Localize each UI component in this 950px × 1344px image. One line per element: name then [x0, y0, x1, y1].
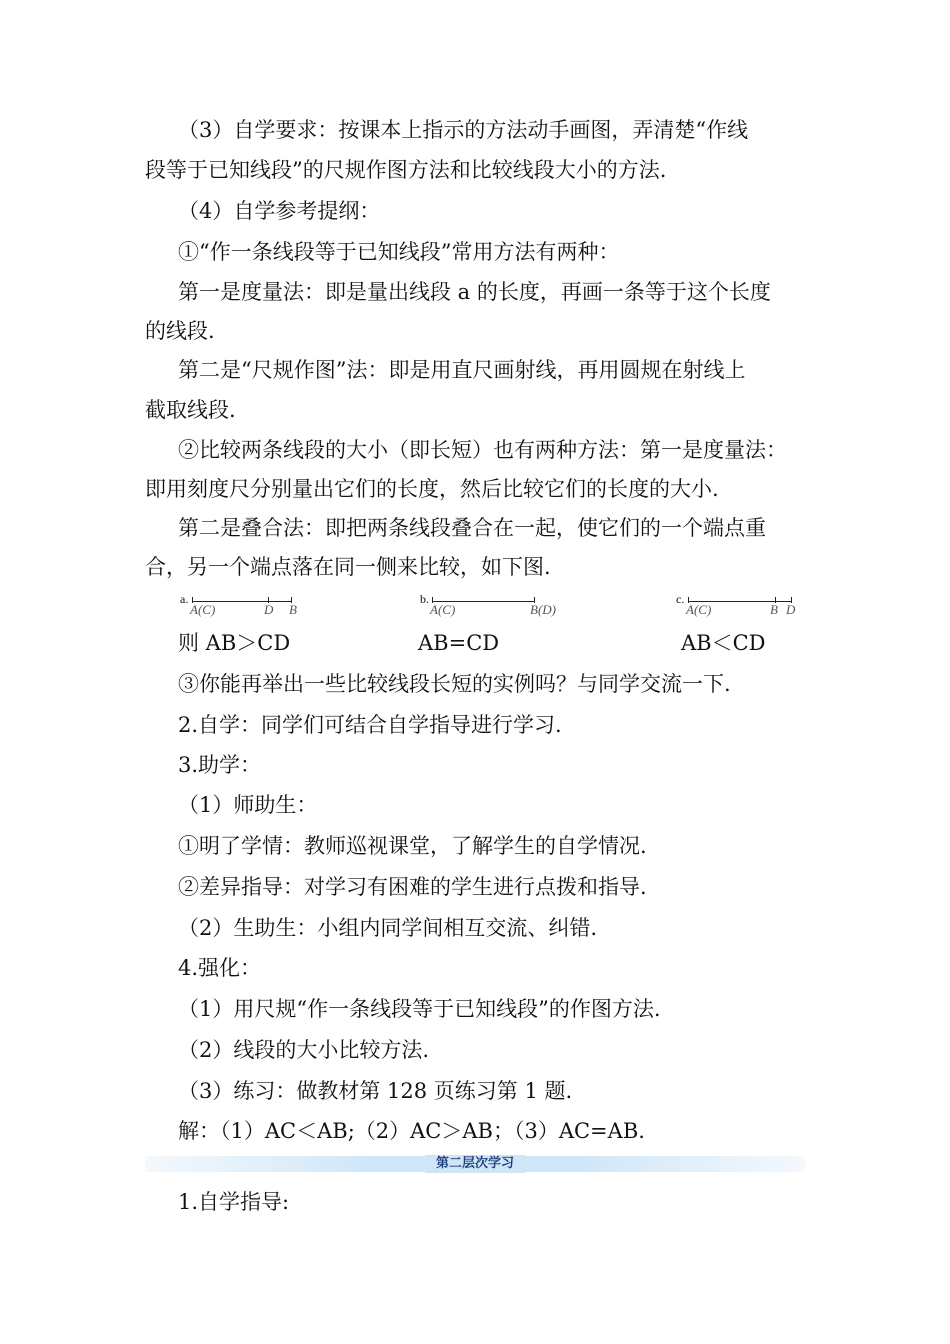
paragraph-line: （4）自学参考提纲： [178, 199, 381, 223]
point-label: B(D) [530, 602, 556, 617]
section-banner [145, 1156, 805, 1172]
figure-tag: b. [420, 592, 429, 606]
paragraph-line: （2）生助生：小组内同学间相互交流、纠错. [178, 916, 598, 940]
paragraph-line: （3）自学要求：按课本上指示的方法动手画图，弄清楚“作线 [178, 118, 749, 142]
figure-caption: AB=CD [418, 631, 500, 655]
segment-figure-b [420, 592, 570, 622]
paragraph-line: 截取线段. [145, 398, 236, 422]
paragraph-line: 段等于已知线段”的尺规作图方法和比较线段大小的方法. [145, 158, 667, 182]
paragraph-line: 合，另一个端点落在同一侧来比较，如下图. [145, 555, 551, 579]
paragraph-line: 4.强化： [178, 956, 262, 980]
segment-figure-c [676, 592, 806, 622]
paragraph-line: （1）师助生： [178, 793, 318, 817]
point-label: A(C) [686, 602, 712, 617]
paragraph-line: （1）用尺规“作一条线段等于已知线段”的作图方法. [178, 997, 661, 1021]
paragraph-line: （2）线段的大小比较方法. [178, 1038, 430, 1062]
point-label: D [786, 602, 796, 617]
point-label: B [770, 602, 778, 617]
paragraph-line: ②比较两条线段的大小（即长短）也有两种方法：第一是度量法： [178, 438, 787, 462]
point-label: D [264, 602, 274, 617]
figure-tag: a. [180, 592, 189, 606]
point-label: A(C) [190, 602, 216, 617]
point-label: B [289, 602, 297, 617]
segment-figure-a [180, 592, 310, 622]
figure-tag: c. [676, 592, 685, 606]
paragraph-line: ①“作一条线段等于已知线段”常用方法有两种： [178, 240, 620, 264]
section-banner-label: 第二层次学习 [425, 1155, 525, 1173]
paragraph-line: （3）练习：做教材第 128 页练习第 1 题. [178, 1079, 573, 1103]
paragraph-line: 即用刻度尺分别量出它们的长度，然后比较它们的长度的大小. [145, 477, 719, 501]
paragraph-line: 2.自学：同学们可结合自学指导进行学习. [178, 713, 562, 737]
point-label: A(C) [430, 602, 456, 617]
figure-caption: AB＜CD [681, 631, 766, 655]
paragraph-line: ①明了学情：教师巡视课堂，了解学生的自学情况. [178, 834, 647, 858]
paragraph-line: 解：（1）AC＜AB;（2）AC＞AB；（3）AC=AB. [178, 1119, 645, 1143]
paragraph-line: 第二是叠合法：即把两条线段叠合在一起，使它们的一个端点重 [178, 516, 766, 540]
paragraph-line: 3.助学： [178, 753, 262, 777]
paragraph-line: ③你能再举出一些比较线段长短的实例吗？与同学交流一下. [178, 672, 731, 696]
paragraph-line: 第二是“尺规作图”法：即是用直尺画射线，再用圆规在射线上 [178, 358, 746, 382]
paragraph-line: 1.自学指导: [178, 1190, 290, 1214]
paragraph-line: ②差异指导：对学习有困难的学生进行点拨和指导. [178, 875, 647, 899]
paragraph-line: 的线段. [145, 319, 215, 343]
figure-caption: 则 AB＞CD [178, 631, 291, 655]
paragraph-line: 第一是度量法：即是量出线段 a 的长度，再画一条等于这个长度 [178, 280, 771, 304]
